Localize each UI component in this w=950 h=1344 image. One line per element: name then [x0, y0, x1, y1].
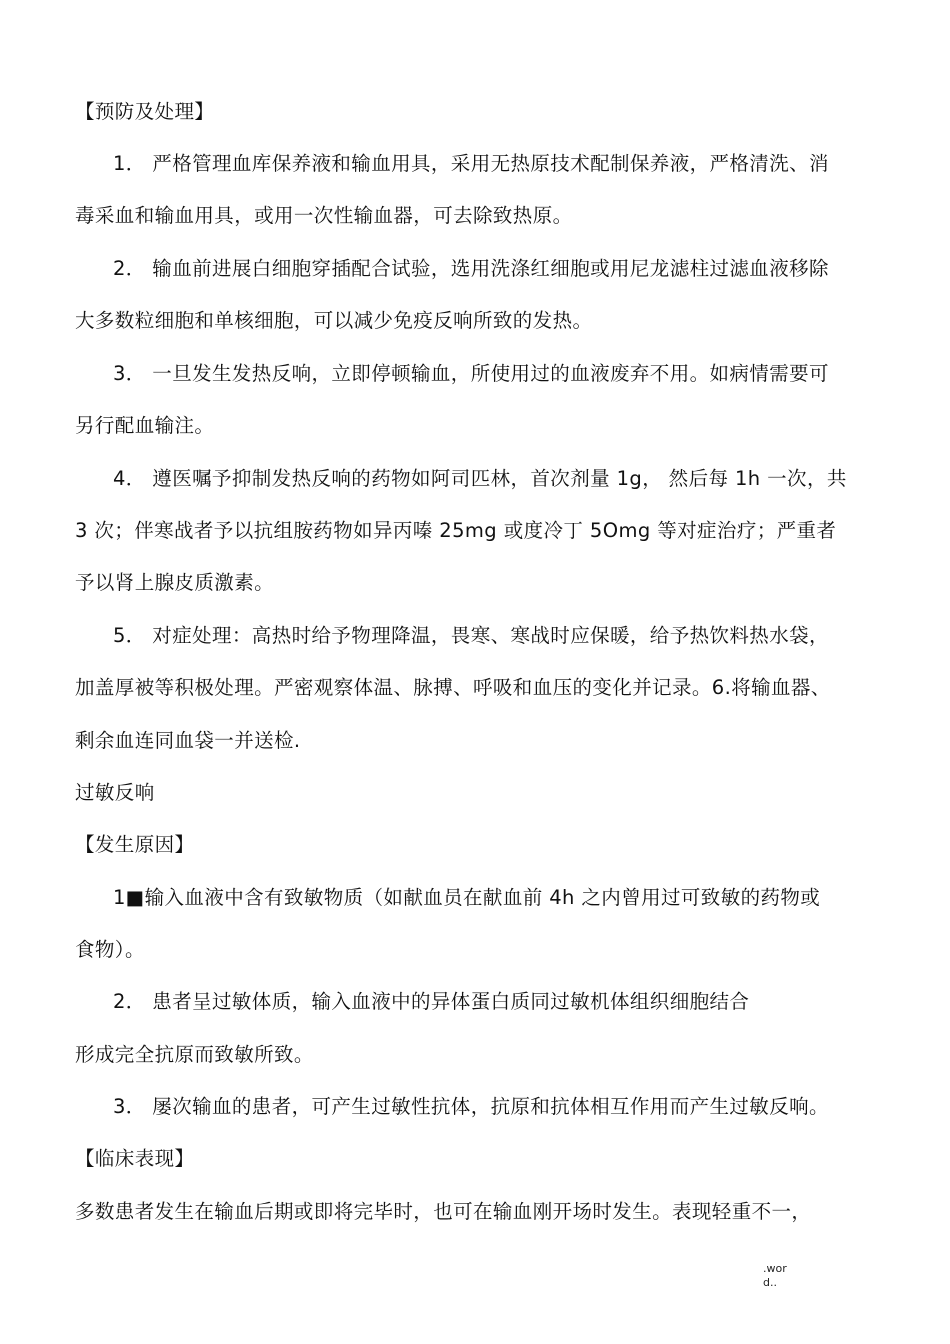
section-title-allergy: 过敏反响 — [75, 781, 155, 804]
section-heading-clinical: 【临床表现】 — [75, 1147, 195, 1170]
footer-line: d.. — [763, 1276, 777, 1289]
section-heading-cause: 【发生原因】 — [75, 833, 195, 856]
paragraph-line: 多数患者发生在输血后期或即将完毕时，也可在输血刚开场时发生。表现轻重不一， — [75, 1200, 812, 1223]
paragraph-line: 予以肾上腺皮质激素。 — [75, 571, 275, 594]
paragraph-line: 食物）。 — [75, 938, 145, 961]
paragraph-line: 4． 遵医嘱予抑制发热反响的药物如阿司匹林，首次剂量 1g， 然后每 1h 一次，共 — [113, 467, 847, 490]
paragraph-line: 3． 屡次输血的患者，可产生过敏性抗体，抗原和抗体相互作用而产生过敏反响。 — [113, 1095, 829, 1118]
paragraph-line: 形成完全抗原而致敏所致。 — [75, 1043, 314, 1066]
section-heading-prevention: 【预防及处理】 — [75, 100, 215, 123]
paragraph-line: 剩余血连同血袋一并送检. — [75, 729, 301, 752]
paragraph-line: 1． 严格管理血库保养液和输血用具，采用无热原技术配制保养液，严格清洗、消 — [113, 152, 829, 175]
paragraph-line: 2． 输血前进展白细胞穿插配合试验，选用洗涤红细胞或用尼龙滤柱过滤血液移除 — [113, 257, 829, 280]
paragraph-line: 加盖厚被等积极处理。严密观察体温、脉搏、呼吸和血压的变化并记录。6.将输血器、 — [75, 676, 831, 699]
paragraph-line: 另行配血输注。 — [75, 414, 215, 437]
page-footer — [763, 1262, 787, 1290]
paragraph-line: 毒采血和输血用具，或用一次性输血器，可去除致热原。 — [75, 204, 573, 227]
footer-line: .wor — [763, 1262, 787, 1275]
paragraph-line: 大多数粒细胞和单核细胞，可以减少免疫反响所致的发热。 — [75, 309, 593, 332]
paragraph-line: 3 次；伴寒战者予以抗组胺药物如异丙嗪 25mg 或度冷丁 5Omg 等对症治疗；严重者 — [75, 519, 837, 542]
paragraph-line: 5． 对症处理：高热时给予物理降温，畏寒、寒战时应保暖，给予热饮料热水袋， — [113, 624, 829, 647]
paragraph-line: 1■输入血液中含有致敏物质（如献血员在献血前 4h 之内曾用过可致敏的药物或 — [113, 886, 821, 909]
paragraph-line: 2． 患者呈过敏体质，输入血液中的异体蛋白质同过敏机体组织细胞结合 — [113, 990, 750, 1013]
paragraph-line: 3． 一旦发生发热反响，立即停顿输血，所使用过的血液废弃不用。如病情需要可 — [113, 362, 829, 385]
